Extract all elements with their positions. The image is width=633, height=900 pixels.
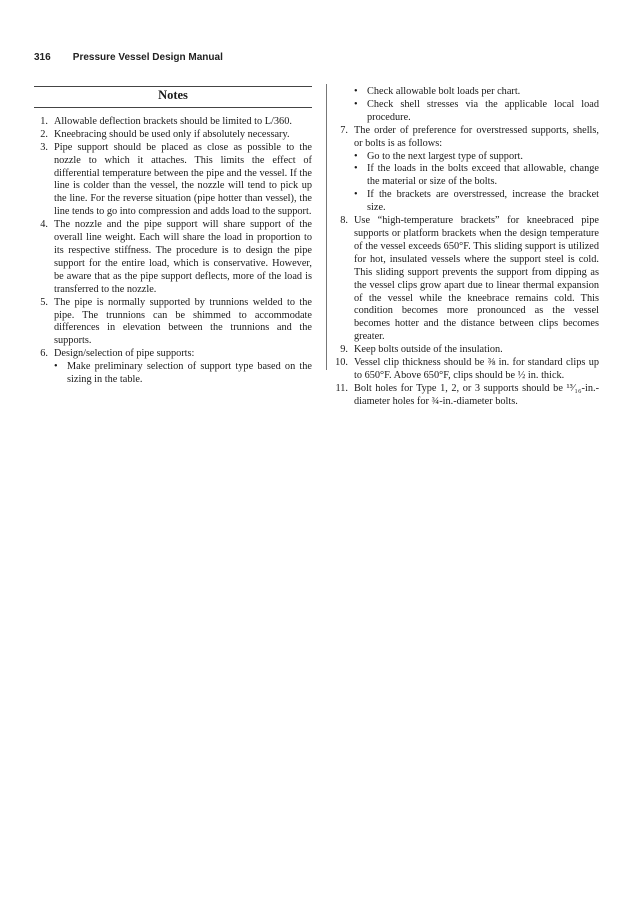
- bullet-item: [334, 151, 599, 164]
- note-text: Pipe support should be placed as close as possible to the nozzle to which it attaches. This limits the effect of differential temperature between the pipe and the vessel. If the line is colder than the vessel, the nozzle will tend to pick up the line. For the reverse situation (pipe hotter than vessel), the line tends to go into compression and adds load to the support.: [54, 141, 312, 218]
- note-9: [334, 344, 599, 357]
- book-title: Pressure Vessel Design Manual: [72, 52, 223, 63]
- note-number: 10.: [335, 357, 348, 369]
- note-3: [34, 142, 312, 219]
- notes-heading-box: [34, 86, 312, 108]
- bullet-text: If the brackets are overstressed, increase the bracket size.: [367, 189, 599, 214]
- notes-title: Notes: [158, 88, 188, 102]
- note-7: [334, 125, 599, 151]
- bullet-text: Go to the next largest type of support.: [367, 150, 523, 162]
- bullet-item: [334, 86, 599, 99]
- bullet-icon: •: [354, 163, 358, 175]
- bullet-item: [34, 361, 312, 387]
- bullet-text: Check allowable bolt loads per chart.: [367, 86, 521, 97]
- bullet-icon: •: [54, 361, 58, 373]
- left-column: [34, 86, 312, 387]
- note-number: 4.: [40, 219, 48, 231]
- note-4: [34, 219, 312, 296]
- note-number: 9.: [340, 344, 348, 356]
- note-number: 11.: [335, 382, 348, 394]
- page-number: 316: [34, 52, 51, 63]
- bullet-item: [334, 163, 599, 189]
- note-number: 2.: [40, 128, 48, 140]
- note-text: Kneebracing should be used only if absolutely necessary.: [54, 128, 290, 140]
- note-text: Allowable deflection brackets should be limited to L/360.: [54, 115, 292, 127]
- note-number: 1.: [40, 115, 48, 127]
- note-number: 7.: [340, 124, 348, 136]
- note-5: [34, 297, 312, 349]
- bullet-icon: •: [354, 86, 358, 97]
- note-number: 3.: [40, 141, 48, 153]
- bullet-icon: •: [354, 189, 358, 201]
- page-header: [34, 52, 223, 63]
- note-2: [34, 129, 312, 142]
- bullet-icon: •: [354, 98, 358, 110]
- note-number: 5.: [40, 296, 48, 308]
- right-column: [334, 86, 599, 409]
- note-text: The order of preference for overstressed supports, shells, or bolts is as follows:: [354, 124, 599, 149]
- note-6: [34, 348, 312, 361]
- note-text: Vessel clip thickness should be ⅜ in. for standard clips up to 650°F. Above 650°F, clips should be ½ in. thick.: [354, 357, 599, 381]
- note-10: [334, 357, 599, 383]
- bullet-item: [334, 189, 599, 215]
- note-text: The nozzle and the pipe support will share support of the overall line weight. Each will share the load in proportion to its respective stiffness. The procedure is to design the pipe support for the entire load, which is conservative. However, be aware that as the pipe support deflects, more of the load is transferred to the nozzle.: [54, 219, 312, 295]
- note-text: Design/selection of pipe supports:: [54, 348, 195, 360]
- bullet-text: Make preliminary selection of support type based on the sizing in the table.: [67, 361, 312, 386]
- note-number: 8.: [340, 215, 348, 227]
- note-text: Keep bolts outside of the insulation.: [354, 344, 503, 356]
- note-11: [334, 383, 599, 409]
- note-1: [34, 116, 312, 129]
- note-text: Use “high-temperature brackets” for kneebraced pipe supports or platform brackets when the design temperature of the vessel exceeds 650°F. This sliding support is utilized for hot, insulated vessels where the support steel is cold. This sliding support prevents the support from dipping as the vessel clips grow apart due to linear thermal expansion of the vessel while the kneebrace remains cold. This condition becomes more pronounced as the vessel becomes hotter and the distance between clips becomes greater.: [354, 215, 599, 343]
- note-text: The pipe is normally supported by trunnions welded to the pipe. The trunnions can be shimmed to accommodate differences in elevation between the trunnions and the supports.: [54, 296, 312, 347]
- column-divider: [326, 84, 327, 370]
- bullet-icon: •: [354, 150, 358, 162]
- note-8: [334, 215, 599, 344]
- bullet-text: Check shell stresses via the applicable local load procedure.: [367, 98, 599, 123]
- note-text: Bolt holes for Type 1, 2, or 3 supports should be ¹³⁄₁₆-in.-diameter holes for ¾-in.-diameter bolts.: [354, 382, 599, 407]
- bullet-text: If the loads in the bolts exceed that allowable, change the material or size of the bolts.: [367, 163, 599, 188]
- bullet-item: [334, 99, 599, 125]
- note-number: 6.: [40, 348, 48, 360]
